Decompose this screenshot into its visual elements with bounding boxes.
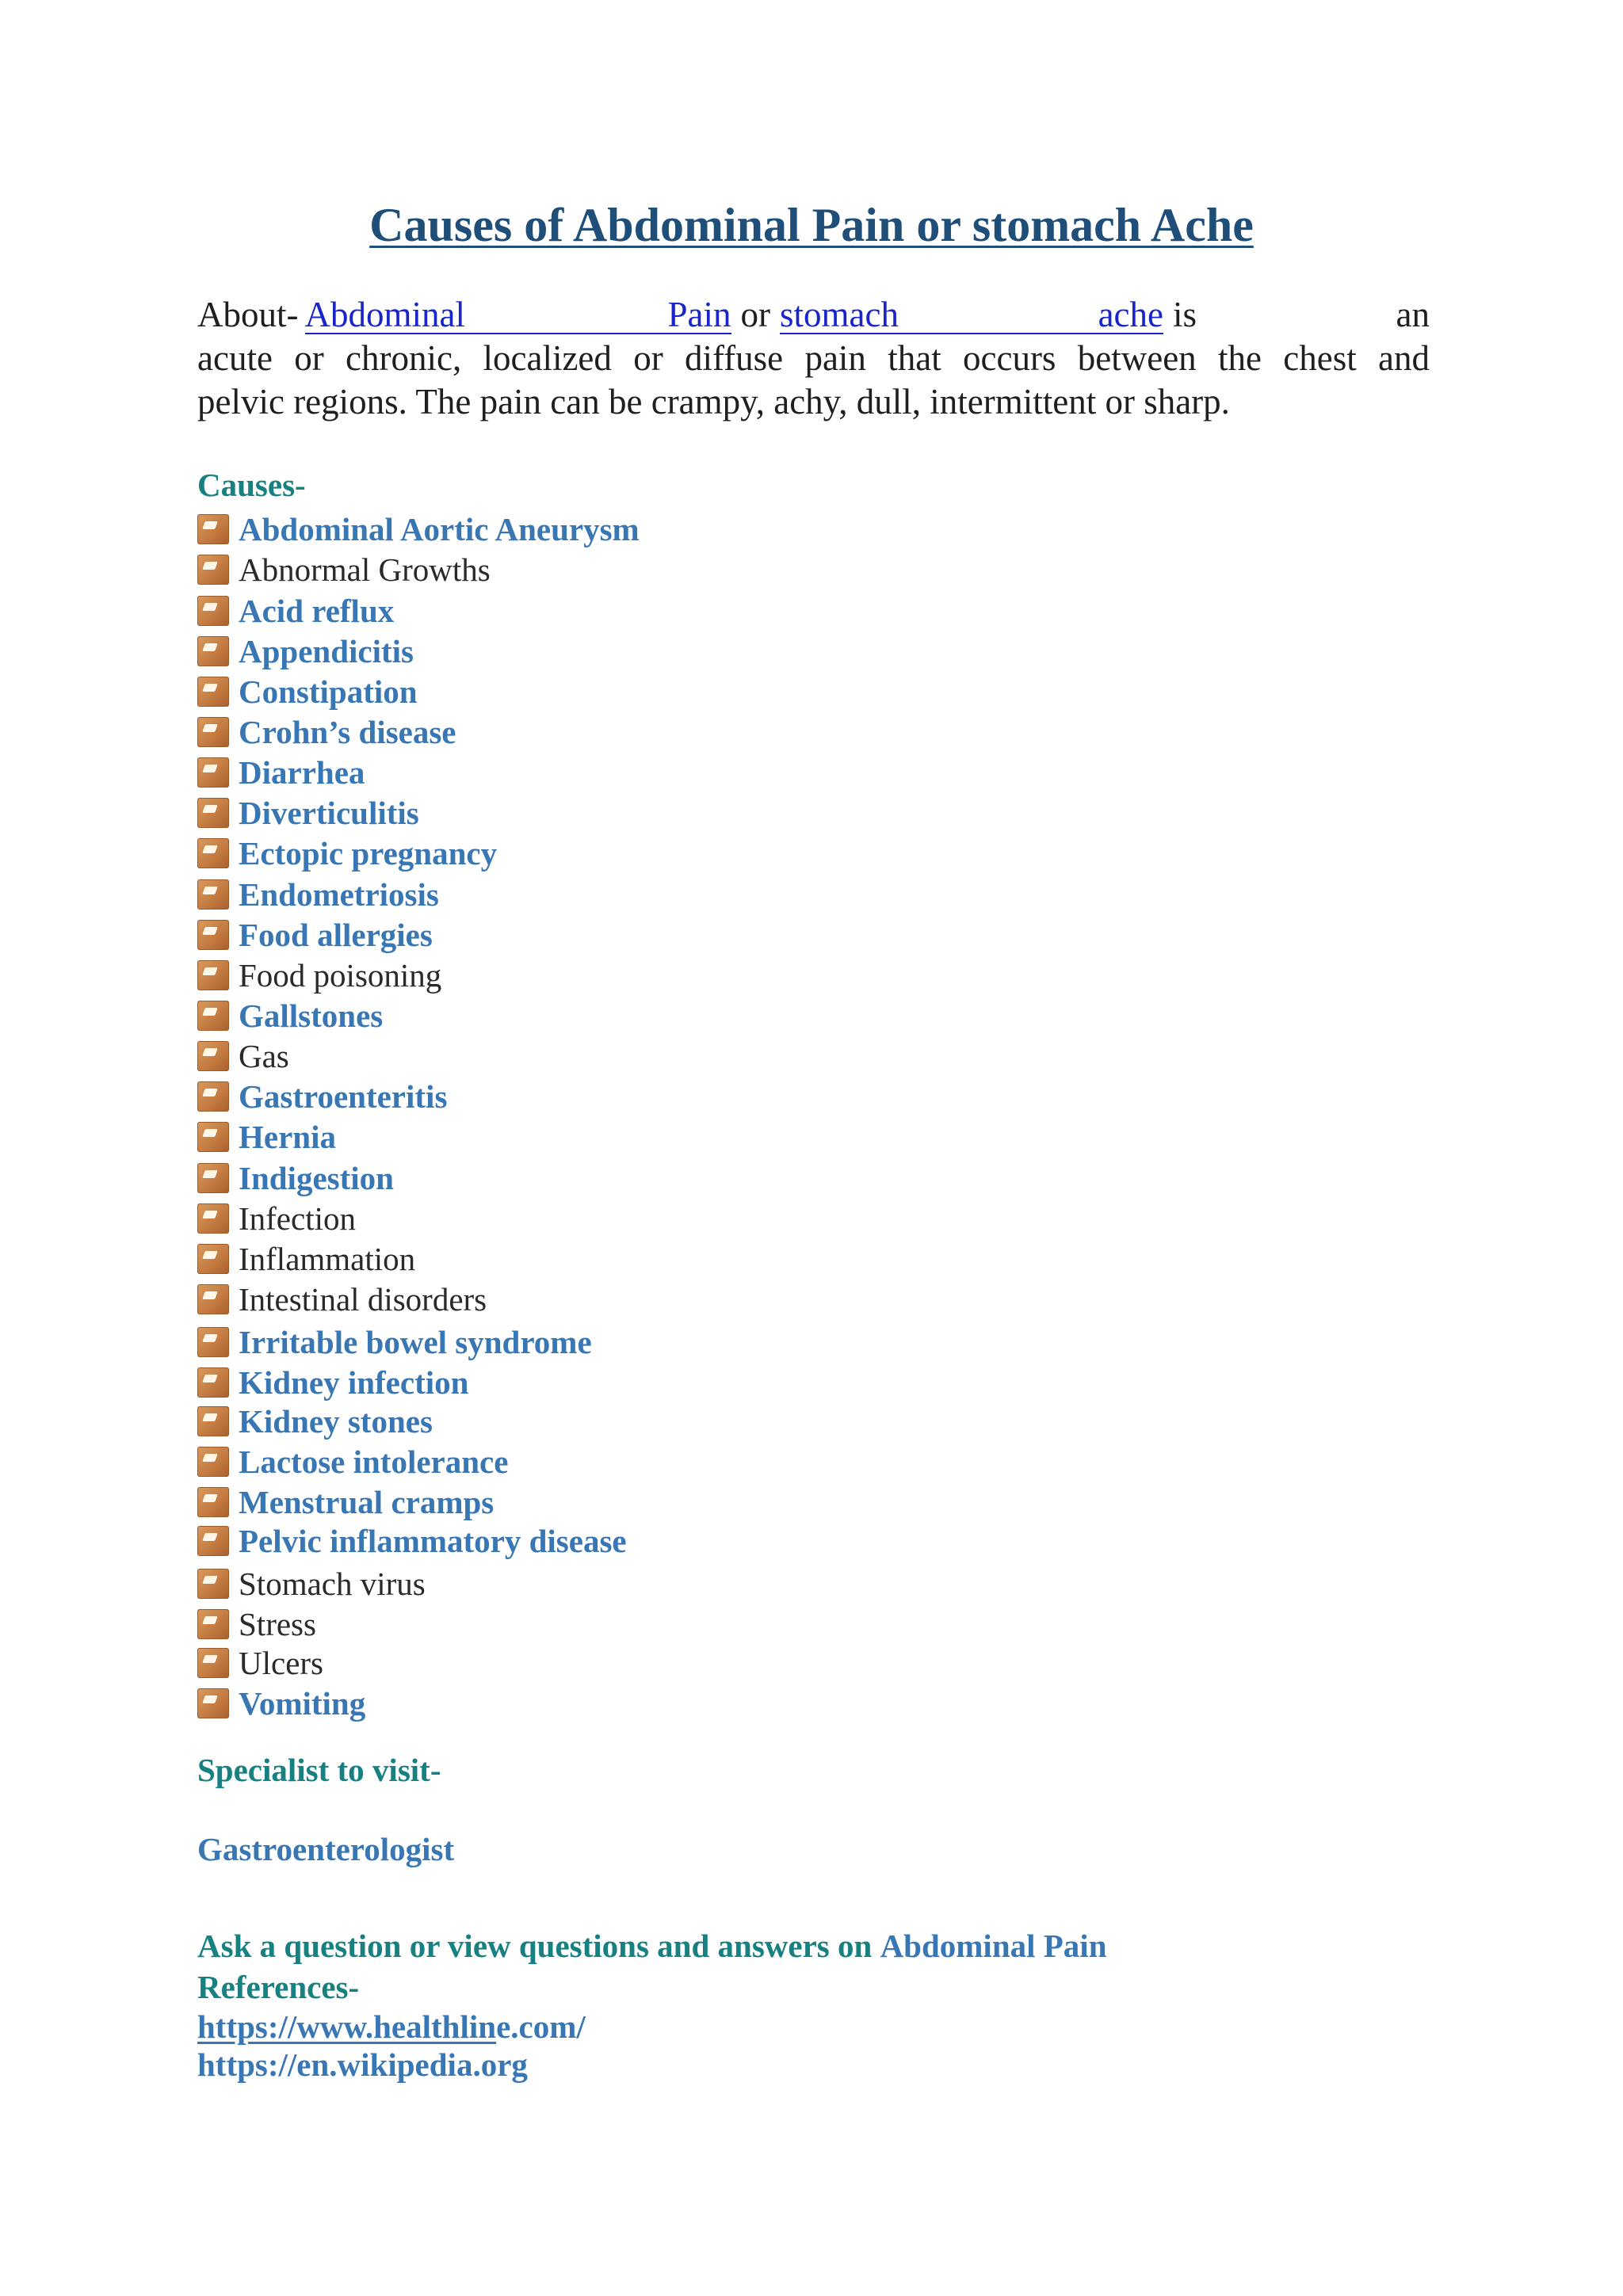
bullet-image-icon bbox=[197, 555, 229, 585]
cause-item bbox=[197, 955, 441, 995]
cause-item[interactable] bbox=[197, 995, 383, 1035]
bullet-image-icon bbox=[197, 1244, 229, 1274]
cause-item-label: Vomiting bbox=[239, 1684, 366, 1722]
bullet-image-icon bbox=[197, 1569, 229, 1599]
cause-item-label: Diverticulitis bbox=[239, 794, 419, 831]
ask-line bbox=[197, 1927, 1107, 1965]
cause-item-label: Food poisoning bbox=[239, 956, 442, 994]
cause-item-label: Inflammation bbox=[239, 1240, 416, 1277]
bullet-image-icon bbox=[197, 1526, 229, 1556]
cause-item[interactable] bbox=[197, 1362, 468, 1402]
cause-item-label: Irritable bowel syndrome bbox=[239, 1323, 592, 1360]
page-title: Causes of Abdominal Pain or stomach Ache bbox=[369, 199, 1254, 251]
specialist-heading: Specialist to visit- bbox=[197, 1752, 441, 1788]
bullet-image-icon bbox=[197, 596, 229, 626]
stomach-ache-link-word2: ache bbox=[1098, 295, 1163, 334]
cause-item-label: Gallstones bbox=[239, 997, 384, 1034]
bullet-image-icon bbox=[197, 514, 229, 544]
cause-item bbox=[197, 1198, 356, 1238]
reference-link-healthline-rest: e.com/ bbox=[496, 2008, 586, 2045]
cause-item[interactable] bbox=[197, 590, 394, 631]
bullet-image-icon bbox=[197, 1609, 229, 1639]
cause-item[interactable] bbox=[197, 509, 640, 549]
bullet-image-icon bbox=[197, 1447, 229, 1477]
reference-link-wikipedia[interactable]: https://en.wikipedia.org bbox=[197, 2046, 528, 2083]
cause-item-label: Diarrhea bbox=[239, 753, 365, 791]
about-paragraph bbox=[197, 293, 1430, 424]
abdominal-pain-link[interactable] bbox=[305, 296, 731, 334]
cause-item-label: Infection bbox=[239, 1199, 356, 1237]
bullet-image-icon bbox=[197, 717, 229, 747]
bullet-image-icon bbox=[197, 636, 229, 666]
cause-item-label: Crohn’s disease bbox=[239, 713, 456, 750]
cause-item[interactable] bbox=[197, 1482, 494, 1522]
bullet-image-icon bbox=[197, 1041, 229, 1071]
cause-item-label: Ulcers bbox=[239, 1644, 324, 1681]
bullet-image-icon bbox=[197, 1487, 229, 1517]
about-label: About- bbox=[197, 295, 299, 334]
cause-item bbox=[197, 1238, 415, 1279]
cause-item-label: Acid reflux bbox=[239, 592, 395, 629]
bullet-image-icon bbox=[197, 1688, 229, 1718]
bullet-image-icon bbox=[197, 1327, 229, 1357]
stomach-ache-link-word1: stomach bbox=[780, 295, 899, 334]
cause-item[interactable] bbox=[197, 874, 439, 914]
cause-item-label: Appendicitis bbox=[239, 632, 414, 669]
reference-link-healthline-underlined: https://www.healthlin bbox=[197, 2008, 497, 2045]
cause-item[interactable] bbox=[197, 1322, 592, 1362]
bullet-image-icon bbox=[197, 838, 229, 868]
bullet-image-icon bbox=[197, 798, 229, 828]
cause-item-label: Lactose intolerance bbox=[239, 1443, 509, 1480]
about-an: an bbox=[1396, 295, 1430, 334]
cause-item-label: Gas bbox=[239, 1037, 289, 1074]
cause-item[interactable] bbox=[197, 1683, 365, 1723]
cause-item-label: Indigestion bbox=[239, 1159, 394, 1196]
cause-item bbox=[197, 1563, 426, 1604]
bullet-image-icon bbox=[197, 1163, 229, 1193]
cause-item[interactable] bbox=[197, 1520, 627, 1561]
cause-item-label: Menstrual cramps bbox=[239, 1483, 495, 1520]
cause-item-label: Gastroenteritis bbox=[239, 1077, 448, 1115]
abdominal-pain-link-word2: Pain bbox=[667, 295, 731, 334]
cause-item[interactable] bbox=[197, 792, 419, 833]
cause-item[interactable] bbox=[197, 631, 414, 671]
cause-item-label: Abnormal Growths bbox=[239, 551, 491, 588]
cause-item-label: Ectopic pregnancy bbox=[239, 834, 498, 871]
ask-text: Ask a question or view questions and answers on bbox=[197, 1928, 873, 1964]
cause-item bbox=[197, 1035, 289, 1076]
cause-item bbox=[197, 1279, 487, 1319]
cause-item[interactable] bbox=[197, 833, 497, 873]
about-is: is bbox=[1173, 295, 1197, 334]
cause-item-label: Food allergies bbox=[239, 916, 433, 953]
cause-item-label: Hernia bbox=[239, 1118, 336, 1155]
bullet-image-icon bbox=[197, 920, 229, 950]
causes-heading: Causes- bbox=[197, 467, 306, 503]
about-line-3: pelvic regions. The pain can be crampy, achy, dull, intermittent or sharp. bbox=[197, 382, 1230, 421]
abdominal-pain-link-word1: Abdominal bbox=[304, 295, 465, 334]
cause-item-label: Endometriosis bbox=[239, 875, 439, 913]
specialist-link[interactable]: Gastroenterologist bbox=[197, 1831, 455, 1867]
cause-item[interactable] bbox=[197, 1158, 394, 1198]
cause-item-label: Abdominal Aortic Aneurysm bbox=[239, 510, 640, 547]
bullet-image-icon bbox=[197, 1406, 229, 1436]
cause-item[interactable] bbox=[197, 1076, 447, 1116]
about-line-2: acute or chronic, localized or diffuse pain that occurs between the chest and bbox=[197, 338, 1430, 378]
bullet-image-icon bbox=[197, 1284, 229, 1314]
ask-link[interactable]: Abdominal Pain bbox=[880, 1928, 1107, 1964]
cause-item[interactable] bbox=[197, 1116, 336, 1157]
references-heading: References- bbox=[197, 1969, 360, 2005]
cause-item bbox=[197, 1604, 316, 1644]
cause-item[interactable] bbox=[197, 914, 433, 955]
bullet-image-icon bbox=[197, 1122, 229, 1152]
about-line-1 bbox=[197, 293, 1430, 337]
bullet-image-icon bbox=[197, 1203, 229, 1234]
bullet-image-icon bbox=[197, 757, 229, 788]
bullet-image-icon bbox=[197, 1081, 229, 1112]
stomach-ache-link[interactable] bbox=[780, 296, 1163, 334]
cause-item[interactable] bbox=[197, 1401, 433, 1441]
cause-item-label: Intestinal disorders bbox=[239, 1280, 487, 1318]
cause-item[interactable] bbox=[197, 752, 365, 792]
cause-item-label: Kidney infection bbox=[239, 1363, 469, 1401]
cause-item-label: Stress bbox=[239, 1605, 316, 1642]
bullet-image-icon bbox=[197, 1001, 229, 1031]
cause-item bbox=[197, 1642, 323, 1683]
bullet-image-icon bbox=[197, 677, 229, 707]
cause-item[interactable] bbox=[197, 1441, 508, 1482]
bullet-image-icon bbox=[197, 879, 229, 910]
cause-item-label: Pelvic inflammatory disease bbox=[239, 1522, 627, 1559]
bullet-image-icon bbox=[197, 1648, 229, 1678]
cause-item[interactable] bbox=[197, 711, 456, 752]
about-or: or bbox=[740, 295, 770, 334]
bullet-image-icon bbox=[197, 960, 229, 990]
cause-item-label: Constipation bbox=[239, 673, 418, 710]
reference-link-healthline[interactable] bbox=[197, 2008, 586, 2046]
cause-item bbox=[197, 549, 491, 589]
cause-item[interactable] bbox=[197, 671, 418, 711]
cause-item-label: Kidney stones bbox=[239, 1402, 433, 1440]
bullet-image-icon bbox=[197, 1367, 229, 1398]
cause-item-label: Stomach virus bbox=[239, 1565, 426, 1602]
